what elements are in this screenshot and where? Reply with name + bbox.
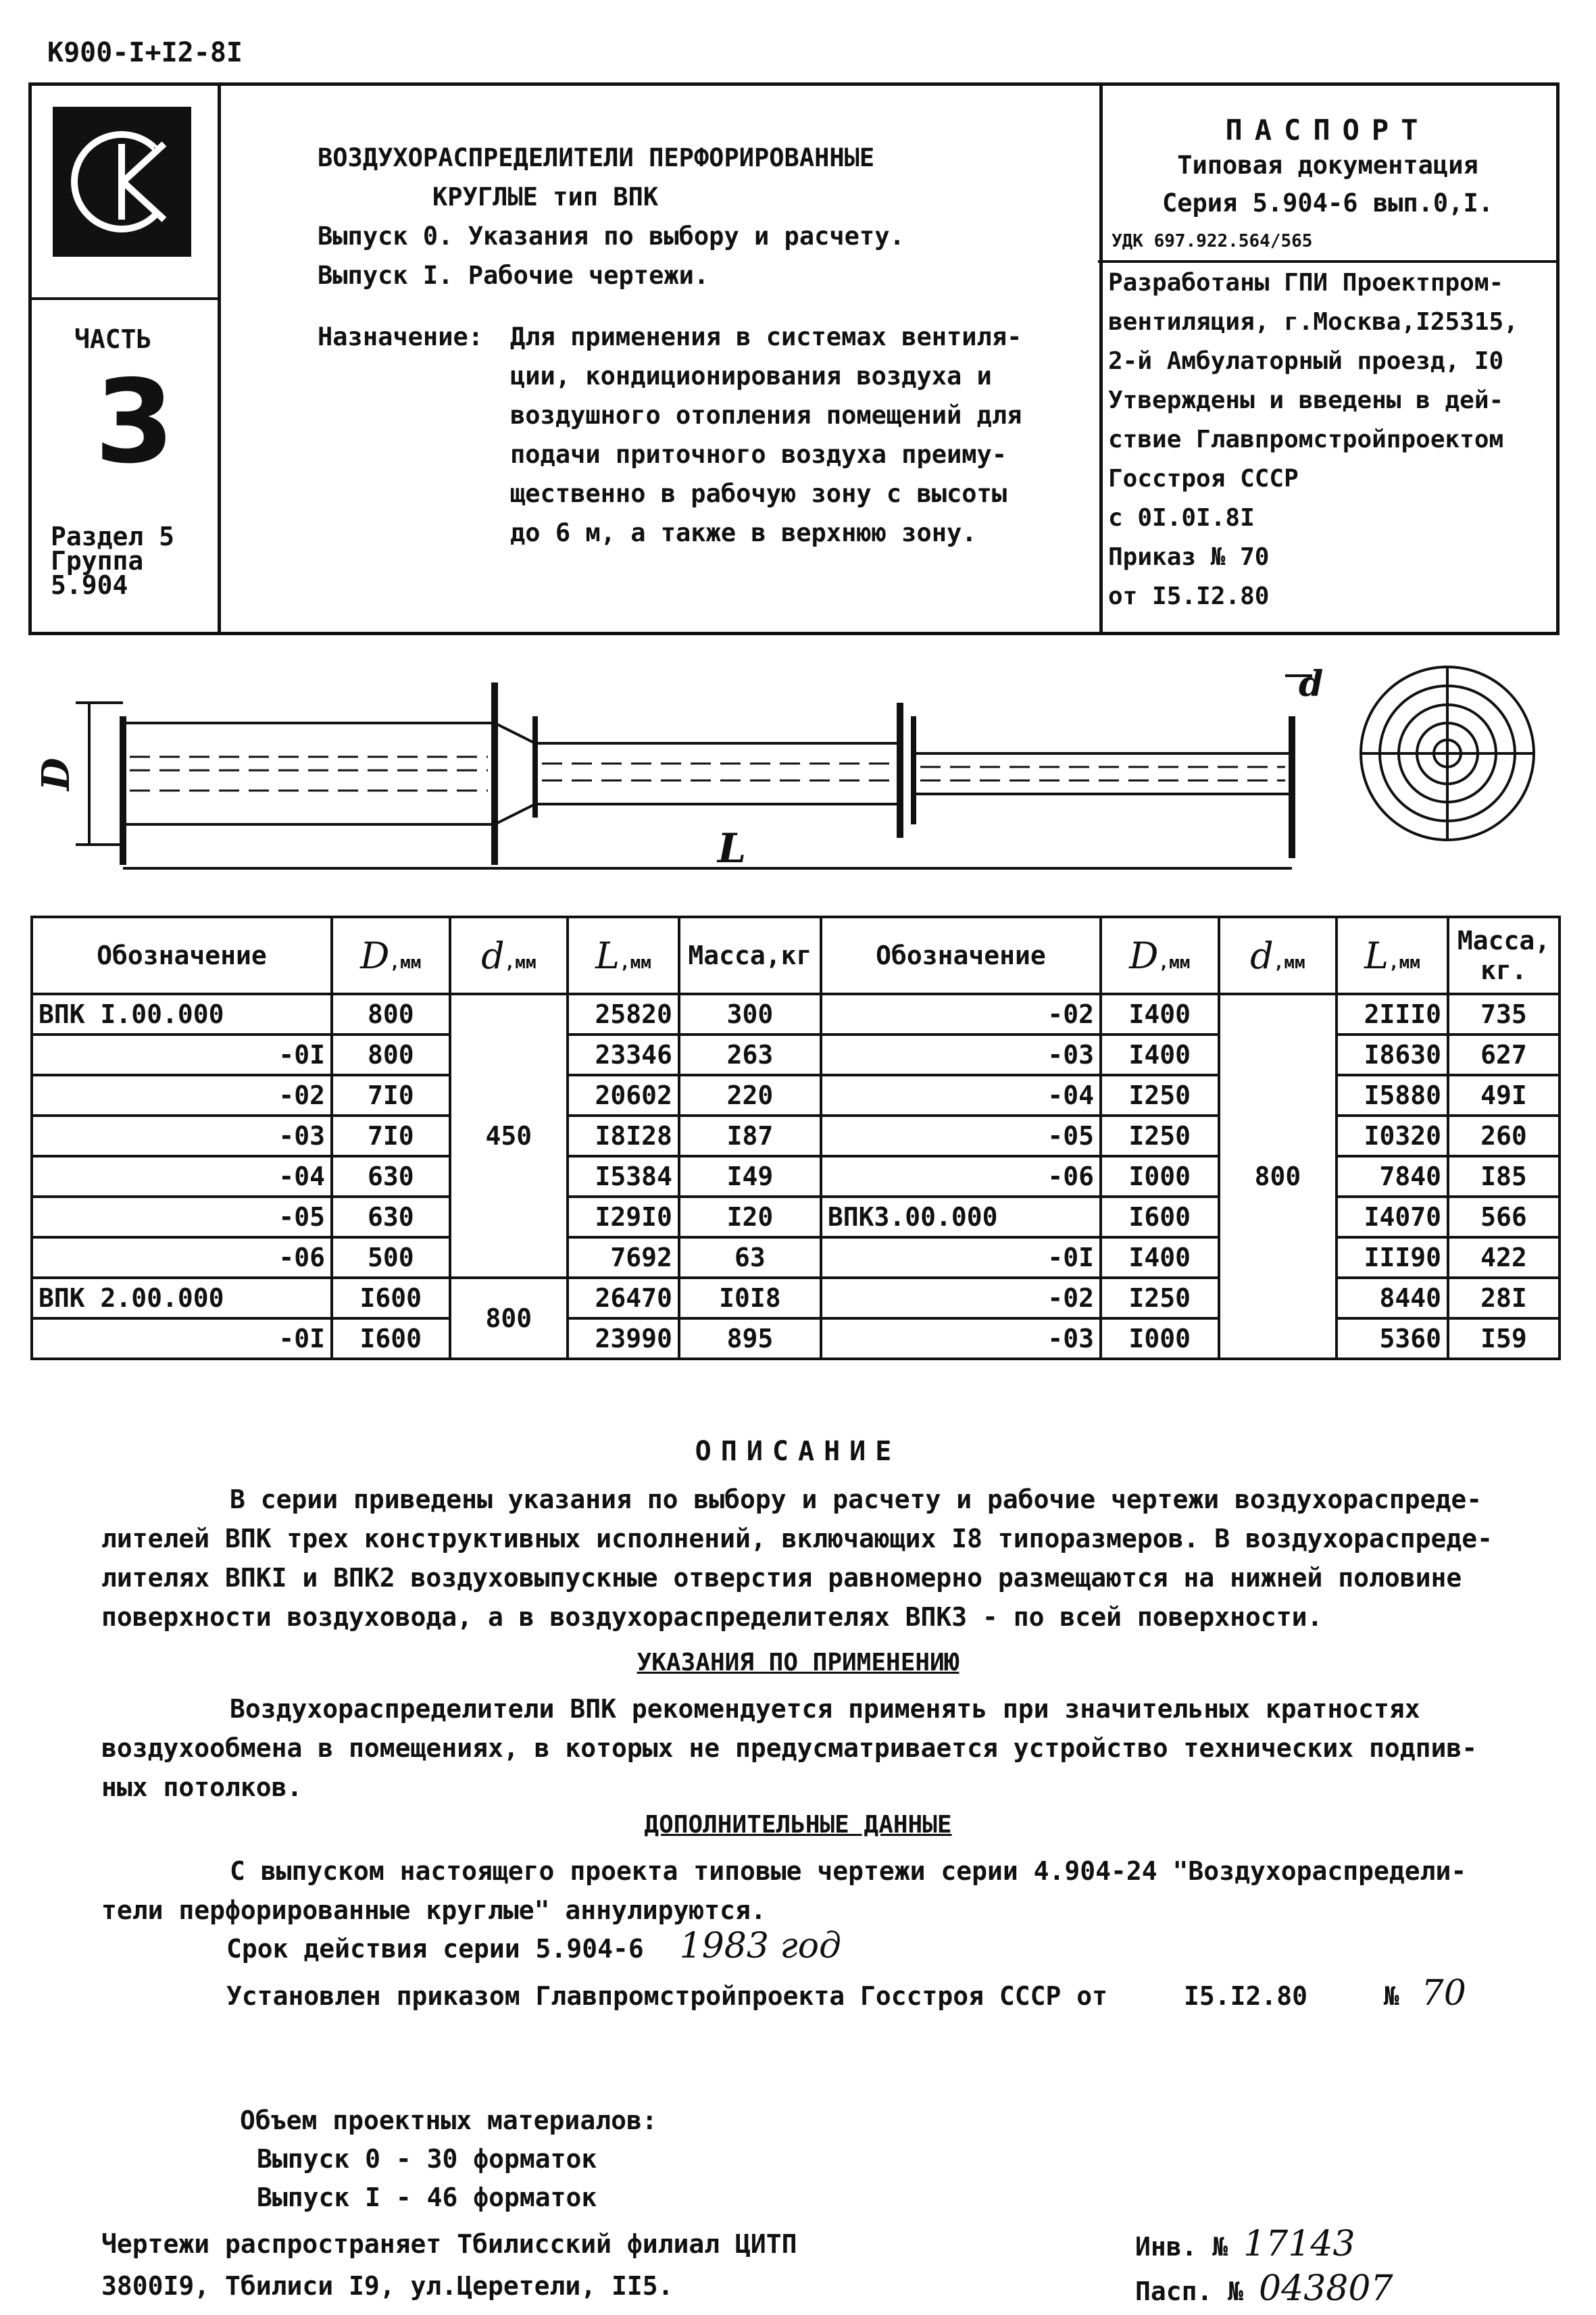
table-row: -0I I600 23990 895 -03 I000 5360 I59 (32, 1318, 1560, 1359)
developer-line: Приказ № 70 (1108, 543, 1270, 571)
purpose-label: Назначение: (318, 322, 484, 351)
table-row: -04 630 I5384 I49 -06 I000 7840 I85 (32, 1156, 1560, 1197)
d-value-group-1: 450 (450, 994, 568, 1278)
d-value-group-2: 800 (450, 1278, 568, 1359)
part-separator (28, 297, 218, 300)
dimension-d-label: d (1299, 664, 1324, 705)
developer-line: с 0I.0I.8I (1108, 504, 1255, 532)
dimension-L-label: L (718, 825, 747, 872)
inventory-block (1135, 2223, 1393, 2312)
developer-line: ствие Главпромстройпроектом (1108, 426, 1504, 453)
col-designation-right: Обозначение (821, 917, 1101, 994)
order-number: 70 (1421, 1973, 1466, 2014)
extra-title: ДОПОЛНИТЕЛЬНЫЕ ДАННЫЕ (644, 1811, 952, 1839)
col-designation: Обозначение (32, 917, 332, 994)
established-label: Установлен приказом Главпромстройпроекта Госстроя СССР от (226, 1981, 1108, 2011)
group-label: Группа (51, 546, 144, 576)
volume-title: Объем проектных материалов: (240, 2106, 657, 2135)
col-mass-right: Масса, кг. (1448, 917, 1560, 994)
established-date: I5.I2.80 (1183, 1981, 1307, 2011)
dimension-D-label: D (34, 757, 78, 791)
volume-block (240, 2101, 657, 2217)
passport-number: 043807 (1259, 2268, 1393, 2309)
volume-issue-0: Выпуск 0 - 30 форматок (257, 2144, 597, 2174)
air-distributor-drawing (28, 662, 1569, 892)
col-d: d,мм (450, 917, 568, 994)
title-line-4: Выпуск I. Рабочие чертежи. (318, 261, 709, 290)
inv-number: 17143 (1243, 2224, 1355, 2264)
purpose-line: ции, кондиционирования воздуха и (510, 362, 992, 391)
usage-paragraph: Воздухораспределители ВПК рекомендуется применять при значительных кратностях воздухообмена в помещениях, в которых не предусматривается устройство технических подпив- ных потолков. (101, 1694, 1478, 1802)
specification-table (30, 916, 1561, 1360)
purpose-text (510, 318, 1078, 553)
table-row: -02 7I0 20602 220 -04 I250 I5880 49I (32, 1075, 1560, 1116)
volume-issue-1: Выпуск I - 46 форматок (257, 2183, 597, 2212)
section-info (51, 522, 175, 600)
col-L-right: L,мм (1337, 917, 1448, 994)
inv-label: Инв. № (1135, 2232, 1228, 2262)
order-sign: № (1383, 1981, 1399, 2011)
part-label: ЧАСТЬ (74, 324, 152, 354)
developer-line: Госстроя СССР (1108, 465, 1299, 493)
d-value-group-right: 800 (1219, 994, 1337, 1359)
purpose-line: до 6 м, а также в верхнюю зону. (510, 518, 977, 547)
col-D-right: D,мм (1101, 917, 1219, 994)
passport-line-1: Типовая документация (1177, 151, 1478, 180)
distribution-block (101, 2223, 797, 2307)
passport-line-2: Серия 5.904-6 вып.0,I. (1162, 189, 1494, 218)
developer-line: от I5.I2.80 (1108, 582, 1270, 610)
table-header-row (32, 917, 1560, 994)
developer-line: Утверждены и введены в дей- (1108, 387, 1504, 414)
distribution-line-1: Чертежи распространяет Тбилисский филиал ЦИТП (101, 2229, 797, 2259)
passport-block (1105, 114, 1551, 222)
table-row: -0I 800 23346 263 -03 I400 I8630 627 (32, 1035, 1560, 1075)
col-D: D,мм (332, 917, 450, 994)
passport-label: Пасп. № (1135, 2276, 1244, 2306)
established-line (226, 1973, 1466, 2014)
col-mass: Масса,кг (679, 917, 821, 994)
udk-code: УДК 697.922.564/565 (1112, 231, 1313, 251)
validity-handwritten: 1983 год (679, 1926, 842, 1966)
title-line-2: КРУГЛЫЕ тип ВПК (432, 182, 659, 211)
passport-title: ПАСПОРТ (1225, 114, 1430, 147)
usage-title: УКАЗАНИЯ ПО ПРИМЕНЕНИЮ (637, 1649, 959, 1676)
section-label: Раздел 5 (51, 522, 175, 551)
description-paragraph: В серии приведены указания по выбору и расчету и рабочие чертежи воздухораспреде- лителей ВПК трех конструктивных исполнений, включающих I8 типоразмеров. В воздухораспреде- лителях ВПКI и ВПК2 воздуховыпускные отверстия равномерно размещаются на нижней половине поверхности воздуховода, а в воздухораспределителях ВПК3 - по всей поверхности. (101, 1485, 1493, 1632)
developer-line: 2-й Амбулаторный проезд, I0 (1108, 347, 1504, 375)
col-d-right: d,мм (1219, 917, 1337, 994)
table-row: -03 7I0 I8I28 I87 -05 I250 I0320 260 (32, 1116, 1560, 1156)
table-row: -05 630 I29I0 I20 ВПК3.00.000 I600 I4070 566 (32, 1197, 1560, 1237)
document-code: К900-I+I2-8I (47, 37, 243, 68)
purpose-block (318, 318, 1078, 553)
purpose-line: подачи приточного воздуха преиму- (510, 440, 1007, 469)
part-number: 3 (95, 355, 175, 489)
sk-logo-icon (53, 107, 191, 257)
title-line-1: ВОЗДУХОРАСПРЕДЕЛИТЕЛИ ПЕРФОРИРОВАННЫЕ (318, 143, 875, 172)
passport-separator (1098, 260, 1560, 263)
logo (53, 107, 191, 257)
distribution-line-2: 3800I9, Тбилиси I9, ул.Церетели, II5. (101, 2271, 674, 2301)
validity-label: Срок действия серии 5.904-6 (226, 1934, 644, 1964)
col-L: L,мм (568, 917, 679, 994)
purpose-line: Для применения в системах вентиля- (510, 322, 1022, 351)
frame-divider-right (1099, 86, 1103, 632)
purpose-line: воздушного отопления помещений для (510, 401, 1022, 430)
table-row: ВПК 2.00.000 I600 800 26470 I0I8 -02 I250 8440 28I (32, 1278, 1560, 1318)
validity-line (226, 1926, 841, 1966)
developer-block (1108, 264, 1554, 616)
group-code: 5.904 (51, 570, 128, 600)
purpose-line: щественно в рабочую зону с высоты (510, 479, 1007, 508)
document-title (318, 139, 905, 295)
description-title: ОПИСАНИЕ (695, 1436, 901, 1467)
title-line-3: Выпуск 0. Указания по выбору и расчету. (318, 222, 905, 251)
table-row: -06 500 7692 63 -0I I400 III90 422 (32, 1237, 1560, 1278)
frame-divider-left (218, 86, 221, 632)
extra-paragraph: С выпуском настоящего проекта типовые чертежи серии 4.904-24 "Воздухораспредели- тели перфорированные круглые" аннулируются. (101, 1856, 1467, 1925)
table-row: ВПК I.00.000 800 450 25820 300 -02 I400 800 2III0 735 (32, 994, 1560, 1035)
developer-line: Разработаны ГПИ Проектпром- (1108, 269, 1504, 297)
developer-line: вентиляция, г.Москва,I25315, (1108, 308, 1518, 336)
